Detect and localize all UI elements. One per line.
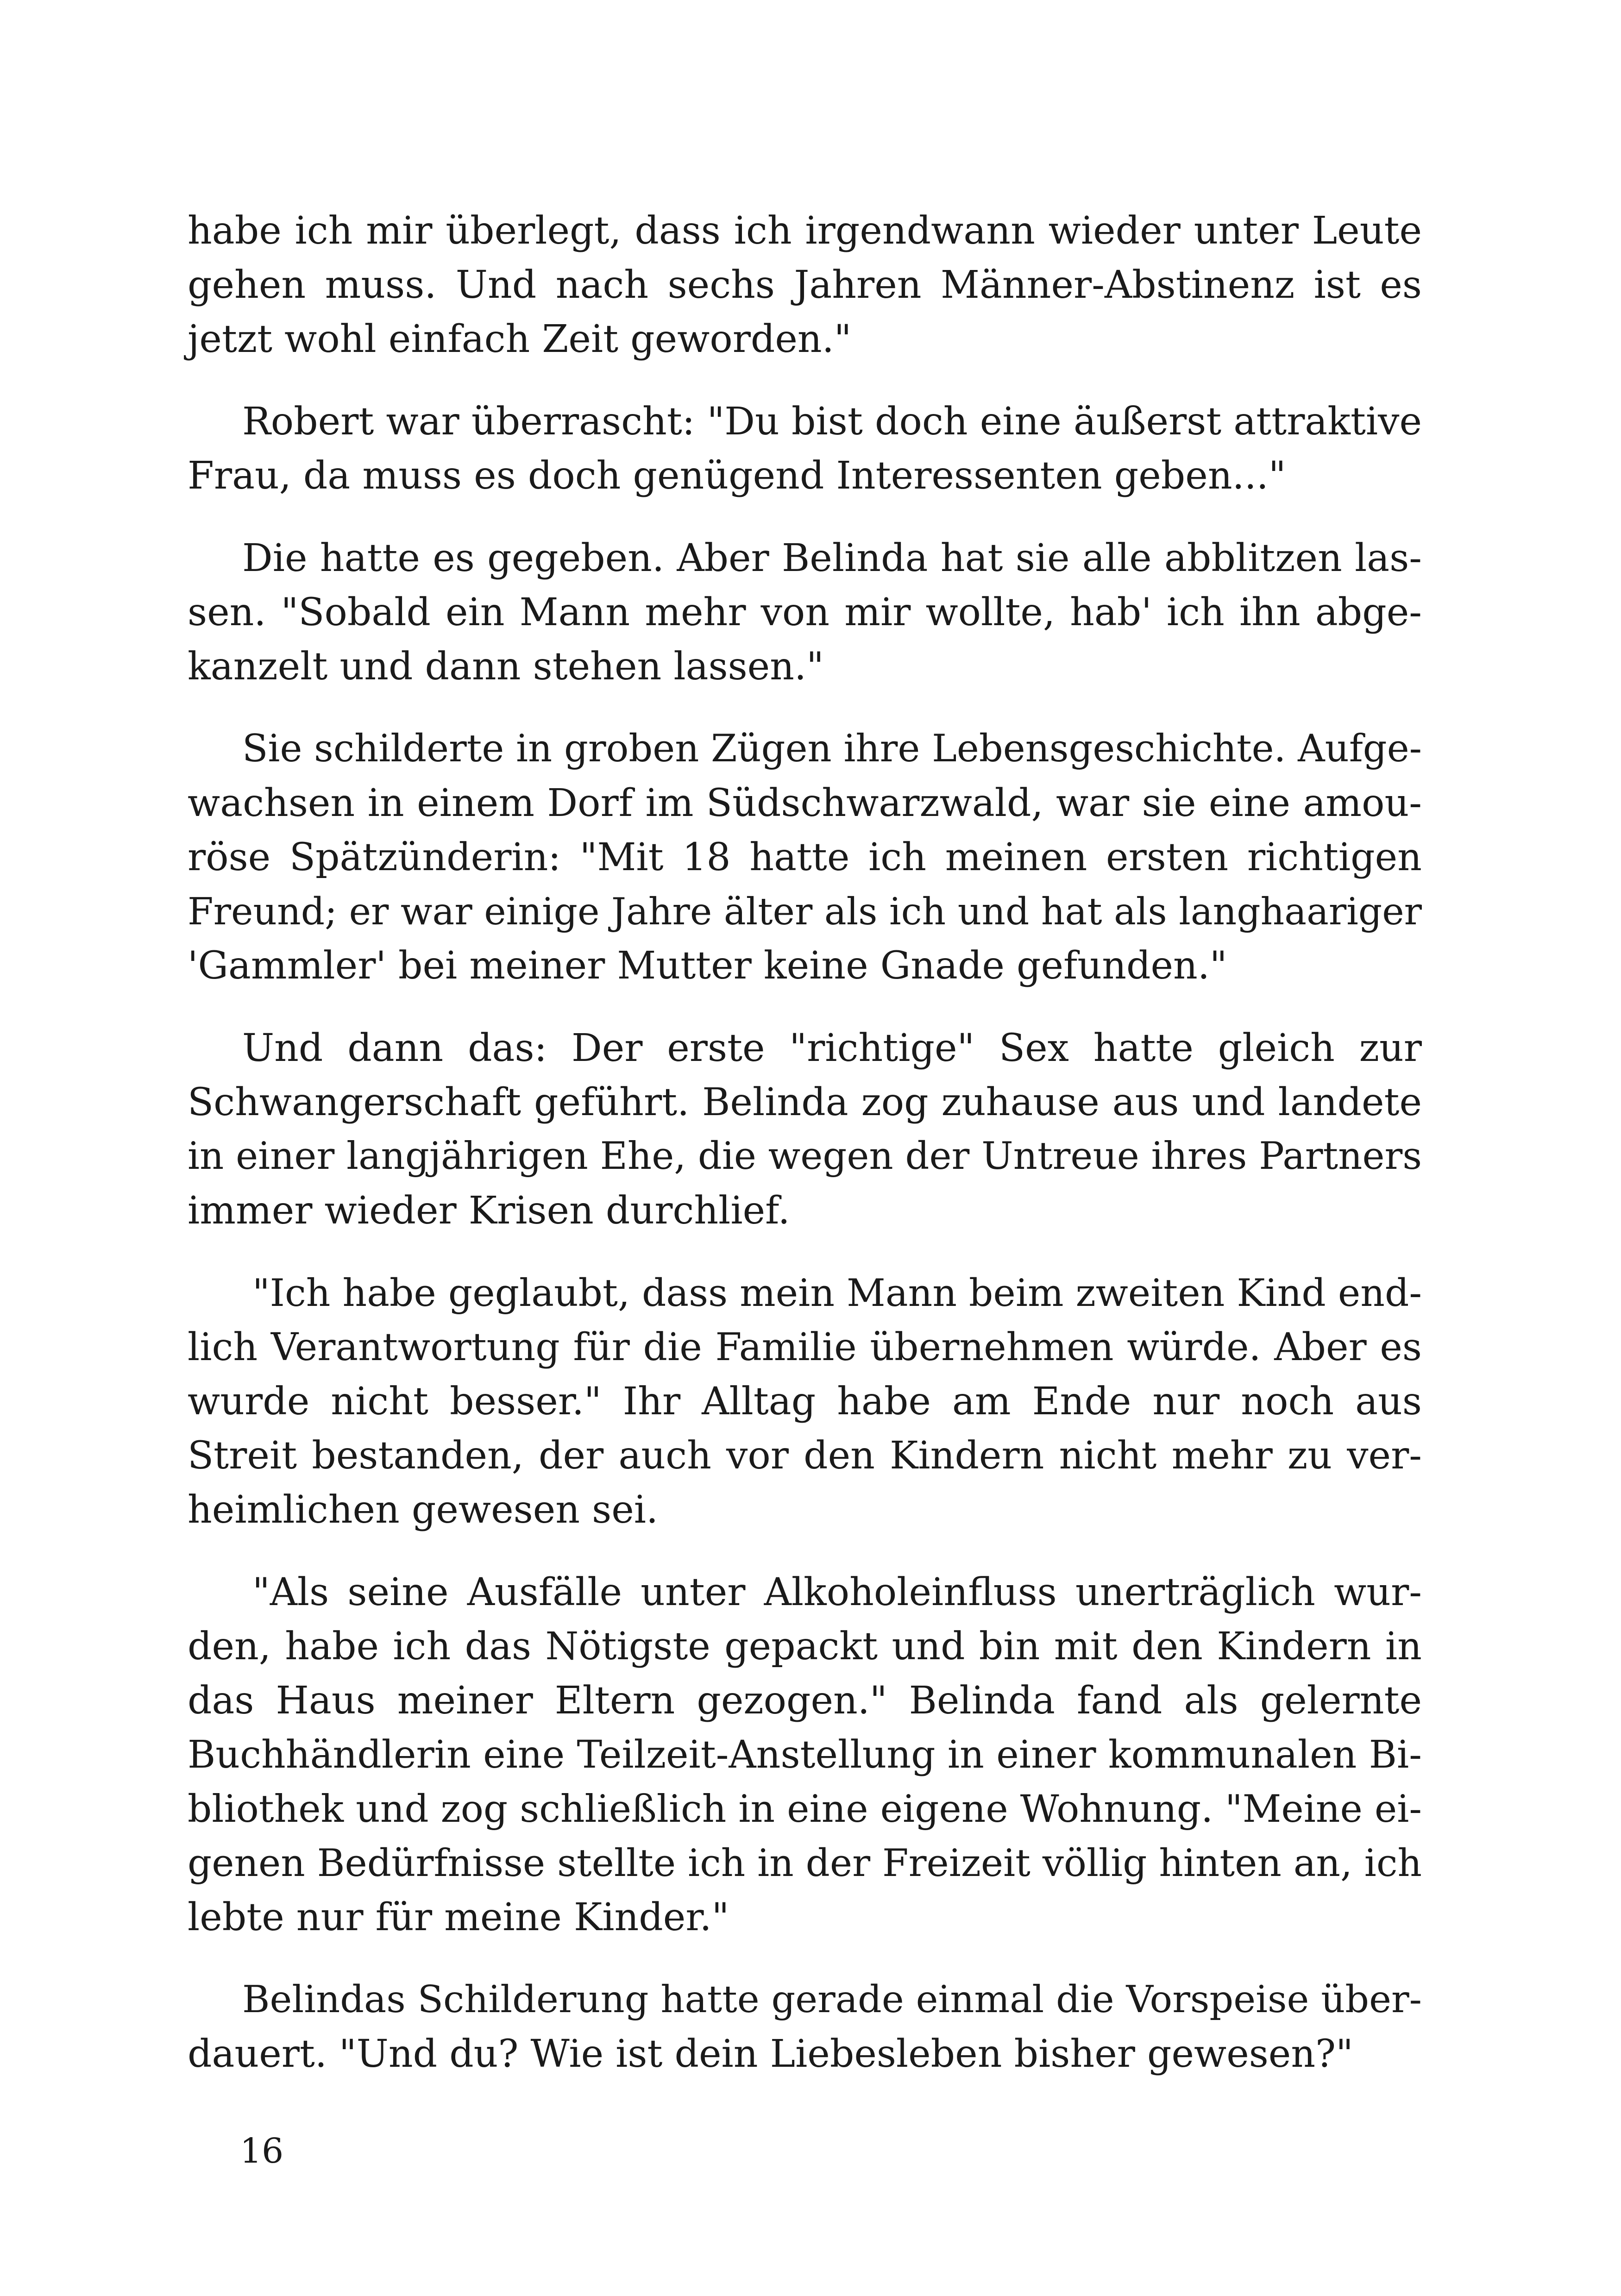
- text-line: 'Gammler' bei meiner Mutter keine Gnade gefunden.": [188, 944, 1227, 988]
- text-line: Belindas Schilderung hatte gerade einmal die Vorspeise über-: [242, 1978, 1422, 2021]
- page-number: 16: [240, 2131, 284, 2171]
- paragraph: [188, 1021, 1422, 1238]
- text-line: wachsen in einem Dorf im Südschwarzwald, war sie eine amou-: [188, 781, 1422, 825]
- text-line: lebte nur für meine Kinder.": [188, 1895, 729, 1939]
- text-line: heimlichen gewesen sei.: [188, 1488, 659, 1532]
- text-line: gehen muss. Und nach sechs Jahren Männer-Abstinenz ist es: [188, 263, 1422, 307]
- text-line: den, habe ich das Nötigste gepackt und bin mit den Kindern in: [188, 1625, 1422, 1669]
- text-line: sen. "Sobald ein Mann mehr von mir wollte, hab' ich ihn abge-: [188, 590, 1422, 634]
- text-line: Frau, da muss es doch genügend Interessenten geben...": [188, 454, 1286, 498]
- text-line: genen Bedürfnisse stellte ich in der Freizeit völlig hinten an, ich: [188, 1841, 1422, 1885]
- body-text: [188, 204, 1422, 2109]
- text-line: Buchhändlerin eine Teilzeit-Anstellung in einer kommunalen Bi-: [188, 1733, 1422, 1777]
- text-line: bliothek und zog schließlich in eine eigene Wohnung. "Meine ei-: [188, 1787, 1422, 1831]
- text-line: in einer langjährigen Ehe, die wegen der Untreue ihres Partners: [188, 1135, 1422, 1178]
- text-line: jetzt wohl einfach Zeit geworden.": [188, 317, 852, 361]
- text-line: das Haus meiner Eltern gezogen." Belinda fand als gelernte: [188, 1679, 1422, 1723]
- paragraph: [188, 395, 1422, 503]
- text-line: "Ich habe geglaubt, dass mein Mann beim zweiten Kind end-: [252, 1271, 1422, 1315]
- text-line: wurde nicht besser." Ihr Alltag habe am Ende nur noch aus: [188, 1380, 1422, 1424]
- paragraph: [188, 1973, 1422, 2081]
- paragraph: [188, 204, 1422, 366]
- text-line: dauert. "Und du? Wie ist dein Liebesleben bisher gewesen?": [188, 2032, 1353, 2076]
- paragraph: [188, 1266, 1422, 1537]
- text-line: immer wieder Krisen durchlief.: [188, 1189, 790, 1233]
- paragraph: [188, 1565, 1422, 1945]
- text-line: Streit bestanden, der auch vor den Kindern nicht mehr zu ver-: [188, 1434, 1422, 1478]
- text-line: "Als seine Ausfälle unter Alkoholeinfluss unerträglich wur-: [252, 1570, 1422, 1614]
- text-line: Sie schilderte in groben Zügen ihre Lebensgeschichte. Aufge-: [242, 727, 1422, 771]
- text-line: habe ich mir überlegt, dass ich irgendwann wieder unter Leute: [188, 209, 1422, 253]
- text-line: lich Verantwortung für die Familie übernehmen würde. Aber es: [188, 1325, 1422, 1369]
- paragraph: [188, 531, 1422, 694]
- text-line: röse Spätzünderin: "Mit 18 hatte ich meinen ersten richtigen: [188, 835, 1422, 879]
- paragraph: [188, 722, 1422, 993]
- text-line: Robert war überrascht: "Du bist doch eine äußerst attraktive: [242, 400, 1422, 444]
- text-line: kanzelt und dann stehen lassen.": [188, 645, 824, 689]
- text-line: Schwangerschaft geführt. Belinda zog zuhause aus und landete: [188, 1080, 1422, 1124]
- text-line: Die hatte es gegeben. Aber Belinda hat sie alle abblitzen las-: [242, 536, 1422, 580]
- text-line: Freund; er war einige Jahre älter als ich und hat als langhaariger: [188, 890, 1422, 933]
- text-line: Und dann das: Der erste "richtige" Sex hatte gleich zur: [242, 1026, 1422, 1070]
